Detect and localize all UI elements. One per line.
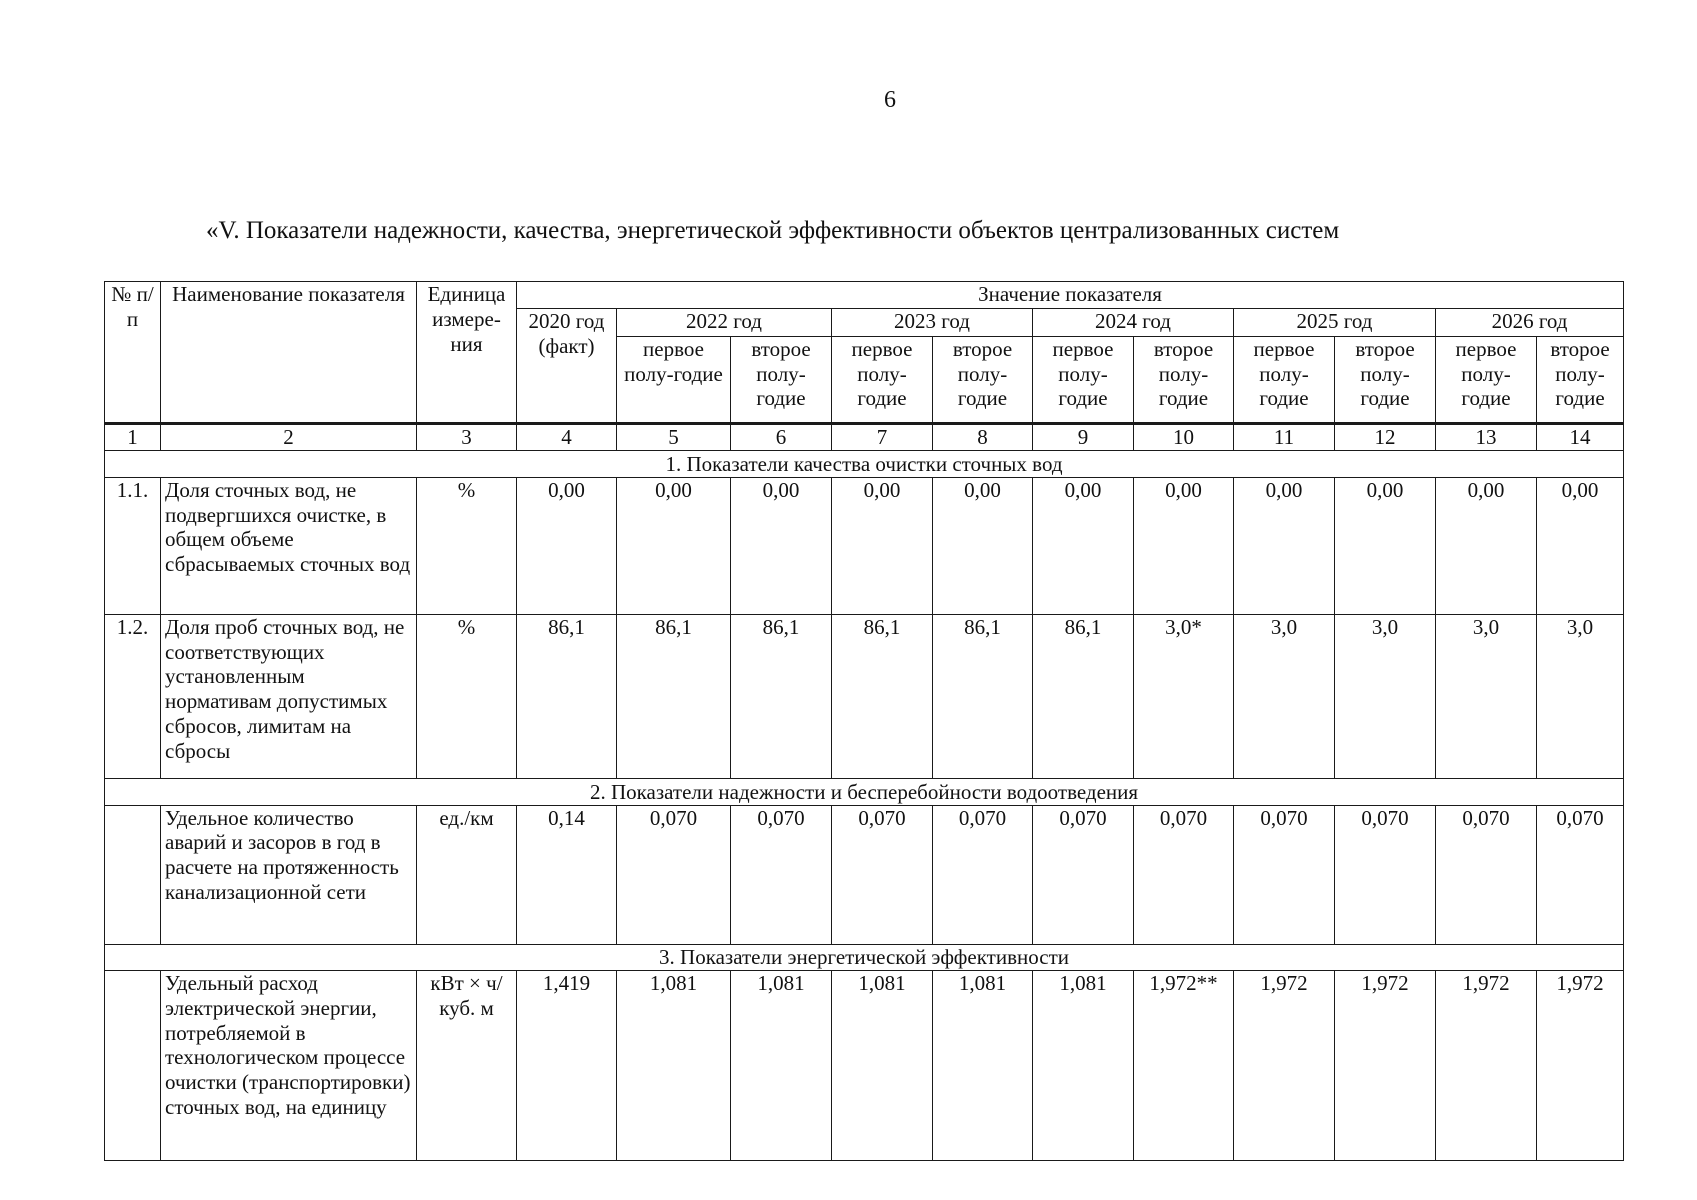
column-number: 14 (1537, 424, 1624, 451)
column-number: 3 (417, 424, 517, 451)
unit: кВт × ч/ куб. м (417, 971, 517, 1161)
value-cell: 0,070 (1234, 805, 1335, 944)
unit: % (417, 614, 517, 778)
table-row (105, 805, 1624, 944)
column-number: 4 (517, 424, 617, 451)
header-row-top (105, 282, 1624, 309)
value-cell: 86,1 (731, 614, 832, 778)
header-year-2025: 2025 год (1234, 309, 1436, 336)
header-second-half: второе полу-годие (731, 336, 832, 423)
table-row (105, 971, 1624, 1161)
group-heading-row (105, 779, 1624, 805)
row-number: 1.1. (105, 477, 161, 614)
header-second-half: второе полу-годие (1335, 336, 1436, 423)
group-title: 3. Показатели энергетической эффективности (105, 944, 1624, 970)
value-cell: 3,0 (1335, 614, 1436, 778)
row-number: 1.2. (105, 614, 161, 778)
indicator-name: Удельное количество аварий и засоров в год в расчете на протяженность канализационной сети (161, 805, 417, 944)
header-year-2024: 2024 год (1033, 309, 1234, 336)
value-cell: 0,070 (1335, 805, 1436, 944)
header-second-half: второе полу-годие (1134, 336, 1234, 423)
column-number: 13 (1436, 424, 1537, 451)
value-cell: 0,070 (1033, 805, 1134, 944)
value-cell: 1,972 (1436, 971, 1537, 1161)
value-cell: 0,00 (1436, 477, 1537, 614)
unit: % (417, 477, 517, 614)
header-first-half: первое полу-годие (1033, 336, 1134, 423)
value-cell: 0,070 (731, 805, 832, 944)
value-cell: 0,00 (1537, 477, 1624, 614)
column-number: 8 (933, 424, 1033, 451)
value-cell: 1,081 (832, 971, 933, 1161)
indicators-table (104, 281, 1624, 1161)
column-number: 12 (1335, 424, 1436, 451)
header-year-2020: 2020 год (факт) (517, 309, 617, 424)
value-cell: 0,070 (933, 805, 1033, 944)
value-cell: 1,972** (1134, 971, 1234, 1161)
value-cell: 86,1 (617, 614, 731, 778)
value-cell: 0,00 (617, 477, 731, 614)
unit: ед./км (417, 805, 517, 944)
column-number: 10 (1134, 424, 1234, 451)
value-cell: 1,081 (1033, 971, 1134, 1161)
value-cell: 86,1 (517, 614, 617, 778)
column-number: 11 (1234, 424, 1335, 451)
group-title: 2. Показатели надежности и бесперебойности водоотведения (105, 779, 1624, 805)
value-cell: 1,972 (1234, 971, 1335, 1161)
value-cell: 0,070 (832, 805, 933, 944)
header-value-group: Значение показателя (517, 282, 1624, 309)
header-year-2022: 2022 год (617, 309, 832, 336)
group-heading-row (105, 451, 1624, 477)
value-cell: 0,00 (1234, 477, 1335, 614)
value-cell: 0,070 (617, 805, 731, 944)
table-row (105, 614, 1624, 778)
value-cell: 86,1 (1033, 614, 1134, 778)
value-cell: 1,972 (1537, 971, 1624, 1161)
value-cell: 0,00 (517, 477, 617, 614)
column-number: 6 (731, 424, 832, 451)
row-number (105, 805, 161, 944)
value-cell: 3,0* (1134, 614, 1234, 778)
header-year-2023: 2023 год (832, 309, 1033, 336)
value-cell: 0,070 (1436, 805, 1537, 944)
row-number (105, 971, 161, 1161)
value-cell: 86,1 (832, 614, 933, 778)
header-name: Наименование показателя (161, 282, 417, 424)
value-cell: 0,00 (731, 477, 832, 614)
page-number: 6 (884, 87, 896, 113)
column-number: 5 (617, 424, 731, 451)
value-cell: 1,081 (731, 971, 832, 1161)
column-number: 7 (832, 424, 933, 451)
indicator-name: Доля сточных вод, не подвергшихся очистке, в общем объеме сбрасываемых сточных вод (161, 477, 417, 614)
value-cell: 0,070 (1537, 805, 1624, 944)
value-cell: 3,0 (1537, 614, 1624, 778)
header-first-half: первое полу-годие (617, 336, 731, 423)
value-cell: 0,00 (1335, 477, 1436, 614)
header-year-2026: 2026 год (1436, 309, 1624, 336)
column-number: 9 (1033, 424, 1134, 451)
value-cell: 86,1 (933, 614, 1033, 778)
section-title: «V. Показатели надежности, качества, энергетической эффективности объектов централизованных систем (206, 217, 1340, 244)
value-cell: 0,00 (1033, 477, 1134, 614)
column-number: 1 (105, 424, 161, 451)
header-unit: Единица измере-ния (417, 282, 517, 424)
group-heading-row (105, 944, 1624, 970)
value-cell: 1,081 (933, 971, 1033, 1161)
group-title: 1. Показатели качества очистки сточных вод (105, 451, 1624, 477)
value-cell: 0,00 (832, 477, 933, 614)
value-cell: 1,419 (517, 971, 617, 1161)
value-cell: 1,081 (617, 971, 731, 1161)
header-num: № п/п (105, 282, 161, 424)
column-numbers-row (105, 424, 1624, 451)
value-cell: 3,0 (1234, 614, 1335, 778)
header-first-half: первое полу-годие (1436, 336, 1537, 423)
value-cell: 0,00 (1134, 477, 1234, 614)
indicator-name: Удельный расход электрической энергии, потребляемой в технологическом процессе очистки (транспортировки) сточных вод, на единицу (161, 971, 417, 1161)
header-first-half: первое полу-годие (832, 336, 933, 423)
indicator-name: Доля проб сточных вод, не соответствующих установленным нормативам допустимых сбросов, лимитам на сбросы (161, 614, 417, 778)
header-first-half: первое полу-годие (1234, 336, 1335, 423)
value-cell: 0,00 (933, 477, 1033, 614)
value-cell: 1,972 (1335, 971, 1436, 1161)
table-row (105, 477, 1624, 614)
header-second-half: второе полу-годие (933, 336, 1033, 423)
value-cell: 3,0 (1436, 614, 1537, 778)
value-cell: 0,070 (1134, 805, 1234, 944)
header-second-half: второе полу-годие (1537, 336, 1624, 423)
value-cell: 0,14 (517, 805, 617, 944)
column-number: 2 (161, 424, 417, 451)
